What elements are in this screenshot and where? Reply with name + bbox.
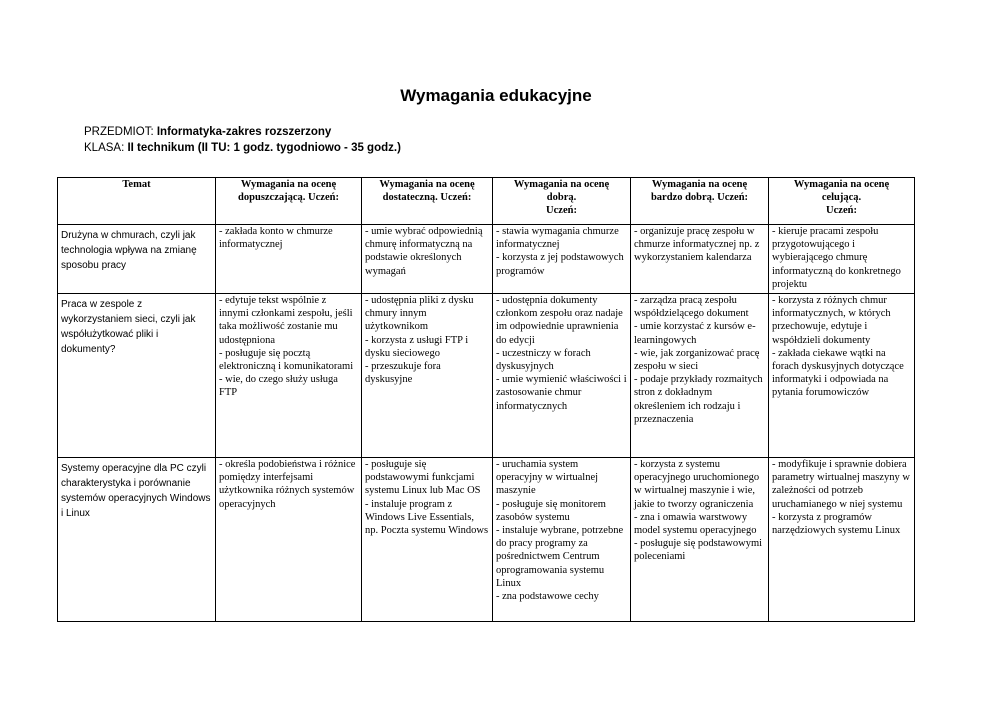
table-row (58, 458, 915, 622)
subject-label: PRZEDMIOT: (84, 126, 157, 138)
header-grade-excellent: Wymagania na ocenę celującą. Uczeń: (769, 178, 915, 225)
header-grade-satisfactory: Wymagania na ocenę dostateczną. Uczeń: (362, 178, 493, 225)
table-cell: - modyfikuje i sprawnie dobiera parametry wirtualnej maszyny w zależności od potrzeb uruchamianego w niej systemu - korzysta z programów narzędziowych systemu Linux (769, 458, 915, 622)
header-grade-very-good: Wymagania na ocenę bardzo dobrą. Uczeń: (631, 178, 769, 225)
topic-cell: Drużyna w chmurach, czyli jak technologia wpływa na zmianę sposobu pracy (58, 225, 216, 294)
table-cell: - korzysta z systemu operacyjnego uruchomionego w wirtualnej maszynie i wie, jakie to tworzy ograniczenia - zna i omawia warstwowy model systemu operacyjnego - posługuje się podstawowymi poleceniami (631, 458, 769, 622)
topic-cell: Praca w zespole z wykorzystaniem sieci, czyli jak współużytkować pliki i dokumenty? (58, 294, 216, 458)
table-cell: - korzysta z różnych chmur informatycznych, w których przechowuje, edytuje i współdzieli dokumenty - zakłada ciekawe wątki na forach dyskusyjnych dotyczące informatyki i odpowiada na pytania forumowiczów (769, 294, 915, 458)
table-cell: - posługuje się podstawowymi funkcjami systemu Linux lub Mac OS - instaluje program z Windows Live Essentials, np. Poczta systemu Windows (362, 458, 493, 622)
table-cell: - uruchamia system operacyjny w wirtualnej maszynie - posługuje się monitorem zasobów systemu - instaluje wybrane, potrzebne do pracy programy za pośrednictwem Centrum oprogramowania systemu Linux - zna podstawowe cechy (493, 458, 631, 622)
header-grade-good: Wymagania na ocenę dobrą. Uczeń: (493, 178, 631, 225)
table-cell: - kieruje pracami zespołu przygotowującego i wybierającego chmurę informatyczną do konkretnego projektu (769, 225, 915, 294)
table-cell: - udostępnia pliki z dysku chmury innym użytkownikom - korzysta z usługi FTP i dysku sieciowego - przeszukuje fora dyskusyjne (362, 294, 493, 458)
header-topic: Temat (58, 178, 216, 225)
table-cell: - udostępnia dokumenty członkom zespołu oraz nadaje im odpowiednie uprawnienia do edycji - uczestniczy w forach dyskusyjnych - umie wymienić właściwości i zastosowanie chmur informatycznych (493, 294, 631, 458)
header-grade-sufficient: Wymagania na ocenę dopuszczającą. Uczeń: (216, 178, 362, 225)
class-value: II technikum (II TU: 1 godz. tygodniowo - 35 godz.) (127, 142, 401, 154)
topic-cell: Systemy operacyjne dla PC czyli charakterystyka i porównanie systemów operacyjnych Windows i Linux (58, 458, 216, 622)
table-cell: - stawia wymagania chmurze informatycznej - korzysta z jej podstawowych programów (493, 225, 631, 294)
requirements-table (57, 177, 915, 622)
table-row (58, 294, 915, 458)
table-cell: - edytuje tekst wspólnie z innymi członkami zespołu, jeśli taka możliwość zostanie mu udostępniona - posługuje się pocztą elektroniczną i komunikatorami - wie, do czego służy usługa FTP (216, 294, 362, 458)
table-cell: - organizuje pracę zespołu w chmurze informatycznej np. z wykorzystaniem kalendarza (631, 225, 769, 294)
subject-line (84, 126, 331, 138)
table-header-row (58, 178, 915, 225)
table-row (58, 225, 915, 294)
table-cell: - określa podobieństwa i różnice pomiędzy interfejsami użytkownika różnych systemów operacyjnych (216, 458, 362, 622)
class-label: KLASA: (84, 142, 128, 154)
table-cell: - zarządza pracą zespołu współdzielącego dokument - umie korzystać z kursów e-learningowych - wie, jak zorganizować pracę zespołu w sieci - podaje przykłady rozmaitych stron z dokładnym określeniem ich rodzaju i przeznaczenia (631, 294, 769, 458)
document-title: Wymagania edukacyjne (400, 86, 592, 105)
table-cell: - umie wybrać odpowiednią chmurę informatyczną na podstawie określonych wymagań (362, 225, 493, 294)
class-line (84, 142, 401, 154)
subject-value: Informatyka-zakres rozszerzony (156, 126, 332, 138)
table-cell: - zakłada konto w chmurze informatycznej (216, 225, 362, 294)
